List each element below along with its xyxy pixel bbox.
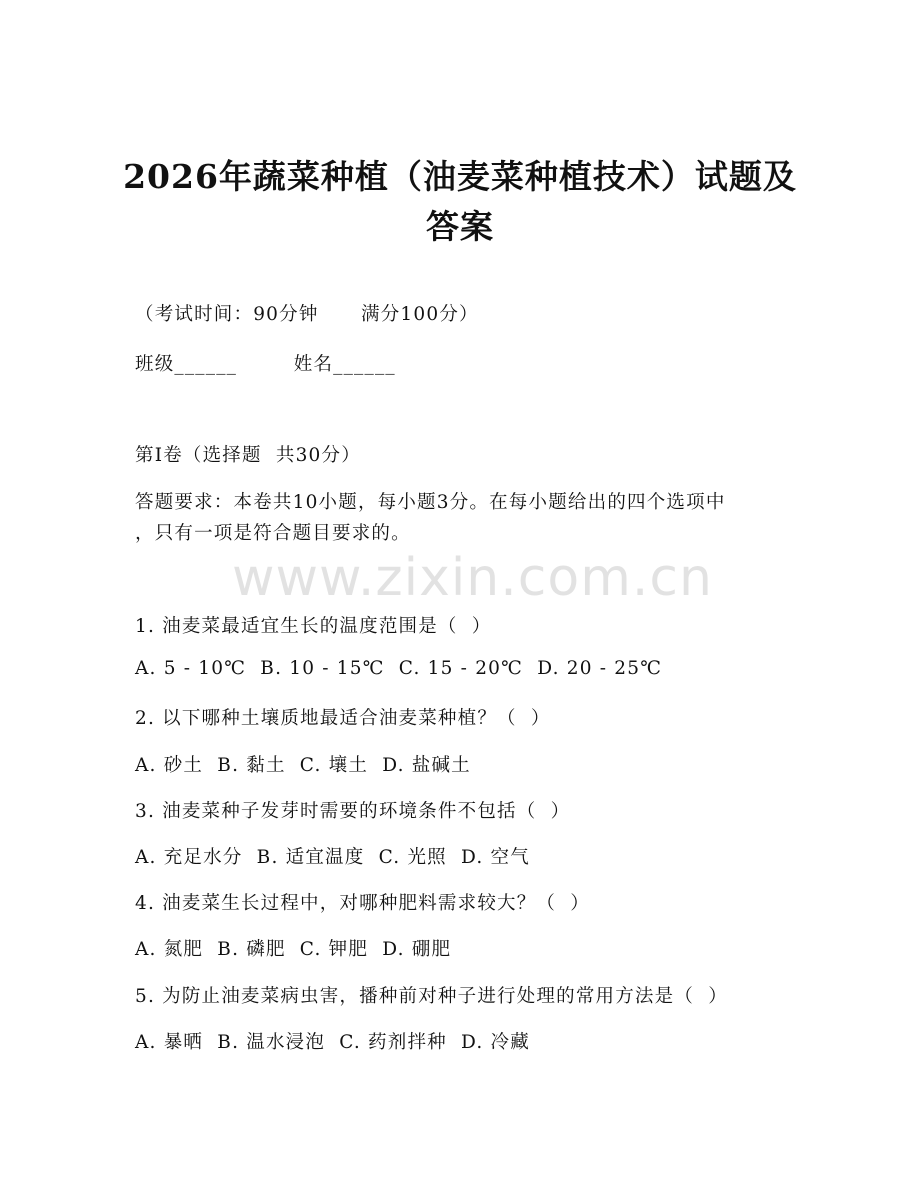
question-4-options: A. 氮肥 B. 磷肥 C. 钾肥 D. 硼肥 (135, 939, 452, 960)
question-3: 3. 油麦菜种子发芽时需要的环境条件不包括（ ） (135, 801, 571, 822)
question-1-options: A. 5 - 10℃ B. 10 - 15℃ C. 15 - 20℃ D. 20 - 25℃ (135, 658, 663, 679)
class-name-line: 班级______ 姓名______ (135, 354, 396, 375)
section-header: 第I卷（选择题 共30分） (135, 445, 361, 466)
question-4: 4. 油麦菜生长过程中，对哪种肥料需求较大？（ ） (135, 893, 590, 914)
title-line-2: 答案 (426, 207, 494, 246)
watermark: www.zixin.com.cn (232, 548, 713, 608)
instructions-line-1: 答题要求：本卷共10小题，每小题3分。在每小题给出的四个选项中 (135, 492, 726, 513)
instructions-line-2: ，只有一项是符合题目要求的。 (135, 523, 411, 544)
question-2: 2. 以下哪种土壤质地最适合油麦菜种植？（ ） (135, 708, 551, 729)
exam-info: （考试时间：90分钟 满分100分） (135, 304, 479, 325)
question-5: 5. 为防止油麦菜病虫害，播种前对种子进行处理的常用方法是（ ） (135, 986, 728, 1007)
title-line-1: 2026年蔬菜种植（油麦菜种植技术）试题及 (123, 157, 797, 196)
question-3-options: A. 充足水分 B. 适宜温度 C. 光照 D. 空气 (135, 847, 530, 868)
question-1: 1. 油麦菜最适宜生长的温度范围是（ ） (135, 616, 492, 637)
question-5-options: A. 暴晒 B. 温水浸泡 C. 药剂拌种 D. 冷藏 (135, 1032, 530, 1053)
question-2-options: A. 砂土 B. 黏土 C. 壤土 D. 盐碱土 (135, 755, 471, 776)
document-title (100, 152, 820, 252)
